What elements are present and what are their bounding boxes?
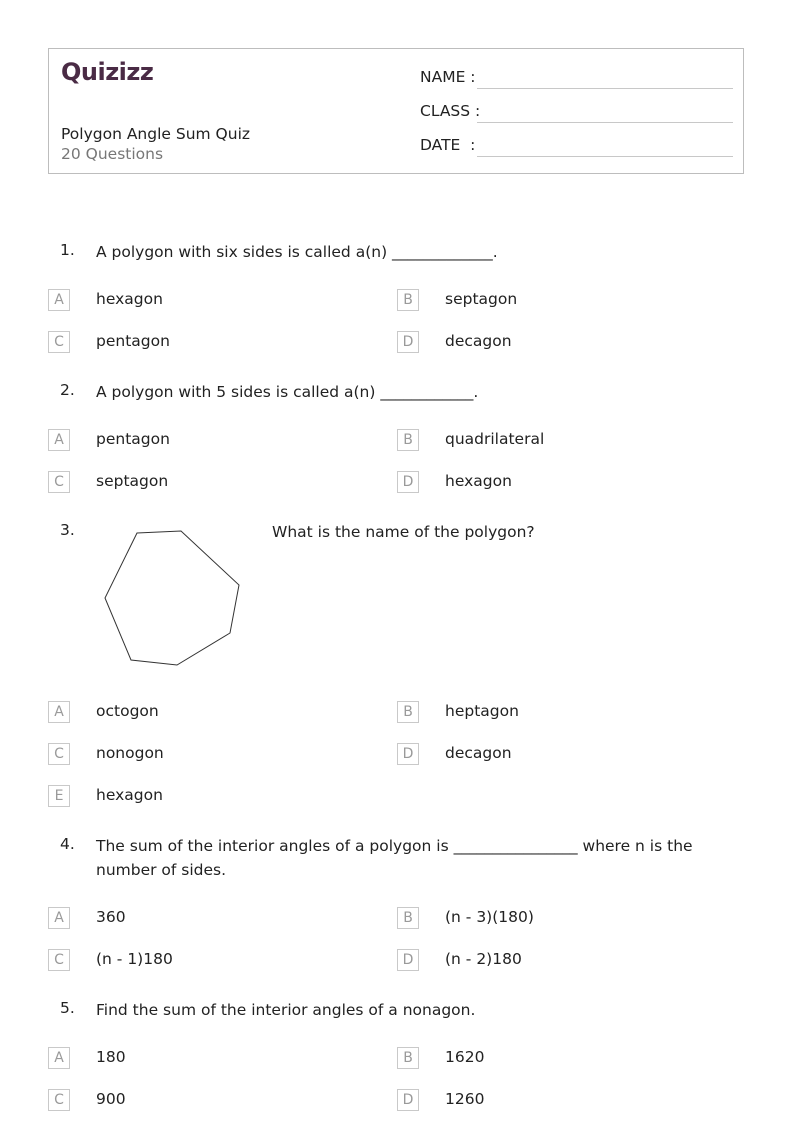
question-2-number: 2. bbox=[60, 381, 75, 399]
date-field bbox=[420, 136, 733, 160]
heptagon-shape bbox=[105, 531, 239, 665]
option-letter-box: A bbox=[48, 1047, 70, 1069]
option-letter-box: B bbox=[397, 289, 419, 311]
class-label: CLASS : bbox=[420, 102, 481, 120]
option-text: (n - 1)180 bbox=[96, 950, 173, 968]
option-letter-box: E bbox=[48, 785, 70, 807]
option-text: 360 bbox=[96, 908, 126, 926]
name-field bbox=[420, 68, 733, 92]
class-field bbox=[420, 102, 733, 126]
question-5-number: 5. bbox=[60, 999, 75, 1017]
option-text: 180 bbox=[96, 1048, 126, 1066]
option-text: hexagon bbox=[96, 786, 163, 804]
question-4-text: The sum of the interior angles of a polygon is ________________ where n is the number of sides. bbox=[96, 837, 693, 879]
name-line bbox=[477, 88, 733, 89]
option-letter-box: C bbox=[48, 471, 70, 493]
option-text: hexagon bbox=[96, 290, 163, 308]
option-text: quadrilateral bbox=[445, 430, 545, 448]
question-count: 20 Questions bbox=[61, 145, 164, 163]
option-text: hexagon bbox=[445, 472, 512, 490]
question-2-text: A polygon with 5 sides is called a(n) ____________. bbox=[96, 383, 479, 401]
option-text: septagon bbox=[445, 290, 518, 308]
option-letter-box: B bbox=[397, 429, 419, 451]
option-letter-box: D bbox=[397, 743, 419, 765]
option-text: octogon bbox=[96, 702, 159, 720]
question-5-text: Find the sum of the interior angles of a nonagon. bbox=[96, 1001, 476, 1019]
option-text: decagon bbox=[445, 744, 512, 762]
option-letter-box: D bbox=[397, 949, 419, 971]
option-text: 1620 bbox=[445, 1048, 485, 1066]
heptagon-figure bbox=[100, 525, 245, 670]
option-letter-box: D bbox=[397, 1089, 419, 1111]
option-text: 1260 bbox=[445, 1090, 485, 1108]
option-letter-box: C bbox=[48, 949, 70, 971]
option-letter-box: A bbox=[48, 701, 70, 723]
option-letter-box: C bbox=[48, 1089, 70, 1111]
quiz-title: Polygon Angle Sum Quiz bbox=[61, 125, 251, 143]
quizizz-logo: Quizizz bbox=[61, 58, 154, 86]
option-letter-box: C bbox=[48, 743, 70, 765]
option-text: nonogon bbox=[96, 744, 164, 762]
question-1-number: 1. bbox=[60, 241, 75, 259]
option-text: 900 bbox=[96, 1090, 126, 1108]
class-line bbox=[477, 122, 733, 123]
question-4-number: 4. bbox=[60, 835, 75, 853]
option-letter-box: A bbox=[48, 429, 70, 451]
option-text: decagon bbox=[445, 332, 512, 350]
option-text: pentagon bbox=[96, 430, 170, 448]
option-text: (n - 2)180 bbox=[445, 950, 522, 968]
option-text: septagon bbox=[96, 472, 169, 490]
option-letter-box: B bbox=[397, 701, 419, 723]
option-letter-box: A bbox=[48, 289, 70, 311]
question-3-number: 3. bbox=[60, 521, 75, 539]
date-label: DATE : bbox=[420, 136, 476, 154]
question-1-text: A polygon with six sides is called a(n) _____________. bbox=[96, 243, 498, 261]
option-text: pentagon bbox=[96, 332, 170, 350]
option-letter-box: B bbox=[397, 907, 419, 929]
option-text: (n - 3)(180) bbox=[445, 908, 534, 926]
question-3-text: What is the name of the polygon? bbox=[272, 523, 535, 541]
option-letter-box: D bbox=[397, 331, 419, 353]
option-letter-box: B bbox=[397, 1047, 419, 1069]
name-label: NAME : bbox=[420, 68, 476, 86]
date-line bbox=[477, 156, 733, 157]
option-letter-box: A bbox=[48, 907, 70, 929]
option-letter-box: D bbox=[397, 471, 419, 493]
option-letter-box: C bbox=[48, 331, 70, 353]
option-text: heptagon bbox=[445, 702, 519, 720]
